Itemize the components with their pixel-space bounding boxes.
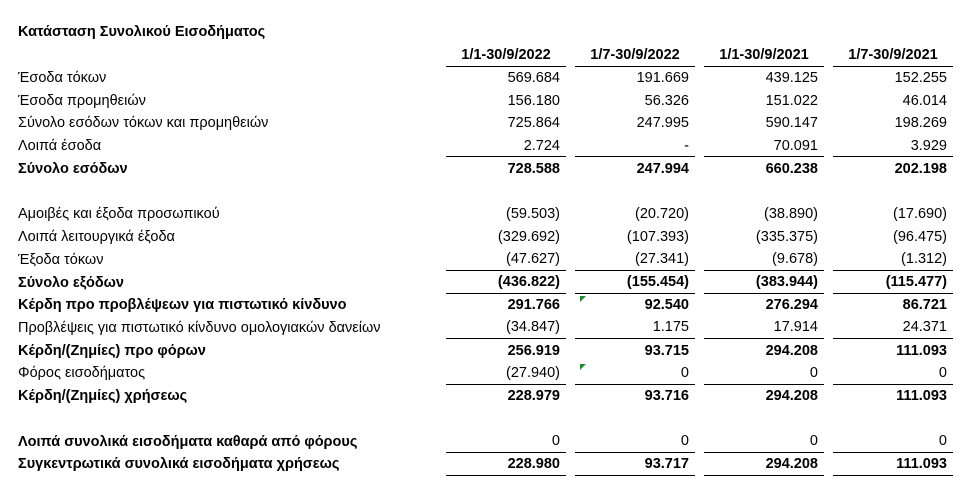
cell-value: 247.995 <box>636 115 689 132</box>
cell-value: 256.919 <box>507 342 560 359</box>
cell-value: (96.475) <box>892 229 947 246</box>
row-label: Σύνολο εσόδων <box>18 160 128 177</box>
spacer-row <box>18 407 953 430</box>
table-row <box>18 203 953 226</box>
cell-value: (107.393) <box>626 229 689 246</box>
row-label: Κέρδη/(Ζημίες) προ φόρων <box>18 342 206 359</box>
row-label: Κέρδη προ προβλέψεων για πιστωτικό κίνδυνο <box>18 297 347 314</box>
cell-value: (20.720) <box>634 206 689 223</box>
cell-value: (436.822) <box>446 271 566 294</box>
cell-value: (34.847) <box>446 317 566 340</box>
cell-value: 0 <box>833 362 953 385</box>
row-label: Σύνολο εξόδων <box>18 274 124 291</box>
row-label: Αμοιβές και έξοδα προσωπικού <box>18 206 220 223</box>
table-row <box>18 317 953 340</box>
cell-value: 156.180 <box>507 92 560 109</box>
cell-value: 198.269 <box>894 115 947 132</box>
row-label: Συγκεντρωτικά συνολικά εισοδήματα χρήσεως <box>18 456 340 473</box>
cell-value: 569.684 <box>507 70 560 87</box>
table-row <box>18 249 953 272</box>
cell-value: 93.716 <box>644 387 689 404</box>
cell-value: 191.669 <box>636 70 689 87</box>
cell-value: (155.454) <box>575 271 695 294</box>
table-row <box>18 294 953 317</box>
row-label: Λοιπά λειτουργικά έξοδα <box>18 229 175 246</box>
cell-value: 1.175 <box>575 317 695 340</box>
row-label: Έξοδα τόκων <box>18 251 104 268</box>
table-row <box>18 385 953 408</box>
column-header: 1/7-30/9/2022 <box>575 44 695 67</box>
row-label: Κέρδη/(Ζημίες) χρήσεως <box>18 387 188 404</box>
cell-value: 111.093 <box>833 453 953 476</box>
comment-indicator-icon <box>580 296 586 302</box>
cell-value: 728.588 <box>507 160 560 177</box>
cell-value: (17.690) <box>892 206 947 223</box>
cell-value: 24.371 <box>833 317 953 340</box>
cell-value: 247.994 <box>636 160 689 177</box>
cell-value: 92.540 <box>644 297 689 314</box>
cell-value: 93.715 <box>644 342 689 359</box>
row-label: Λοιπά συνολικά εισοδήματα καθαρά από φόρους <box>18 433 358 450</box>
cell-value: (47.627) <box>446 249 566 272</box>
row-label: Έσοδα τόκων <box>18 70 107 87</box>
cell-value: 590.147 <box>765 115 818 132</box>
income-statement-table <box>18 44 953 476</box>
cell-value: (38.890) <box>763 206 818 223</box>
cell-value: 439.125 <box>765 70 818 87</box>
cell-value: 294.208 <box>765 342 818 359</box>
cell-value: 294.208 <box>704 453 824 476</box>
spacer-row <box>18 180 953 203</box>
cell-value: 0 <box>575 430 695 453</box>
cell-value: 86.721 <box>902 297 947 314</box>
cell-value: 276.294 <box>765 297 818 314</box>
cell-value: 0 <box>704 430 824 453</box>
table-row <box>18 339 953 362</box>
cell-value: 0 <box>575 362 695 385</box>
cell-value: 228.980 <box>446 453 566 476</box>
cell-value: 202.198 <box>894 160 947 177</box>
cell-value: 111.093 <box>896 342 947 359</box>
cell-value: - <box>575 135 695 158</box>
table-row <box>18 453 953 476</box>
header-row <box>18 44 953 67</box>
cell-value: 2.724 <box>446 135 566 158</box>
cell-value: (1.312) <box>833 249 953 272</box>
table-row <box>18 271 953 294</box>
table-row <box>18 362 953 385</box>
cell-value: 17.914 <box>704 317 824 340</box>
statement-title: Κατάσταση Συνολικού Εισοδήματος <box>18 24 266 40</box>
table-row <box>18 157 953 180</box>
cell-value: 93.717 <box>575 453 695 476</box>
cell-value: (329.692) <box>497 229 560 246</box>
column-header: 1/1-30/9/2022 <box>446 44 566 67</box>
cell-value: 151.022 <box>765 92 818 109</box>
row-label: Λοιπά έσοδα <box>18 138 102 155</box>
column-header: 1/1-30/9/2021 <box>704 44 824 67</box>
table-row <box>18 135 953 158</box>
row-label: Σύνολο εσόδων τόκων και προμηθειών <box>18 115 269 132</box>
cell-value: (9.678) <box>704 249 824 272</box>
cell-value: 660.238 <box>765 160 818 177</box>
cell-value: (335.375) <box>755 229 818 246</box>
cell-value: 70.091 <box>704 135 824 158</box>
cell-value: 46.014 <box>902 92 947 109</box>
cell-value: 0 <box>446 430 566 453</box>
row-label: Έσοδα προμηθειών <box>18 92 146 109</box>
cell-value: 3.929 <box>833 135 953 158</box>
cell-value: (59.503) <box>505 206 560 223</box>
cell-value: 725.864 <box>507 115 560 132</box>
cell-value: 228.979 <box>507 387 560 404</box>
table-row <box>18 89 953 112</box>
cell-value: 152.255 <box>894 70 947 87</box>
row-label: Φόρος εισοδήματος <box>18 365 146 382</box>
cell-value: (383.944) <box>704 271 824 294</box>
table-row <box>18 430 953 453</box>
cell-value: 111.093 <box>896 387 947 404</box>
table-row <box>18 67 953 90</box>
cell-value: 294.208 <box>765 387 818 404</box>
cell-value: (27.341) <box>575 249 695 272</box>
cell-value: (115.477) <box>833 271 953 294</box>
table-row <box>18 112 953 135</box>
cell-value: 0 <box>704 362 824 385</box>
cell-value: 291.766 <box>507 297 560 314</box>
table-row <box>18 226 953 249</box>
row-label: Προβλέψεις για πιστωτικό κίνδυνο ομολογιακών δανείων <box>18 319 381 336</box>
comment-indicator-icon <box>580 364 586 370</box>
cell-value: 56.326 <box>644 92 689 109</box>
cell-value: 0 <box>833 430 953 453</box>
column-header: 1/7-30/9/2021 <box>833 44 953 67</box>
cell-value: (27.940) <box>446 362 566 385</box>
